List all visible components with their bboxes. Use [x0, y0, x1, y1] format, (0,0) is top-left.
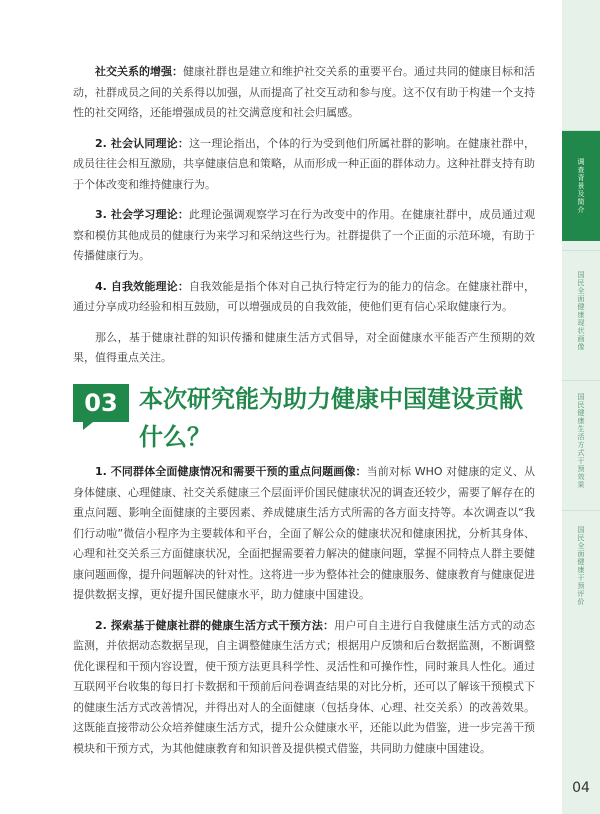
paragraph-intervention-method: [73, 616, 535, 760]
page-number: 04: [572, 780, 590, 796]
sidebar-tab-evaluation[interactable]: [562, 510, 600, 621]
paragraph-conclusion: [73, 328, 535, 369]
paragraph-body: 这一理论指出，个体的行为受到他们所属社群的影响。在健康社群中，成员往往会相互激励，共享健康信息和策略，从而形成一种正面的群体动力。这种社群支持有助于个体改变和维持健康行为。: [73, 136, 535, 191]
chapter-sidebar: [562, 0, 600, 814]
paragraph-social-relations: [73, 62, 535, 124]
sidebar-tab-label: 国民全面健康现状画像: [577, 271, 585, 351]
paragraph-self-efficacy: [73, 277, 535, 318]
paragraph-heading: 2. 社会认同理论：: [95, 136, 189, 150]
paragraph-body: 此理论强调观察学习在行为改变中的作用。在健康社群中，成员通过观察和模仿其他成员的健康行为来学习和采纳这些行为。社群提供了一个正面的示范环境，有助于传播健康行为。: [73, 208, 535, 262]
section-number-badge: 03: [73, 384, 129, 422]
sidebar-tab-label: 调查背景及简介: [577, 158, 585, 214]
paragraph-heading: 2. 探索基于健康社群的健康生活方式干预方法：: [95, 618, 335, 632]
paragraph-body: 那么，基于健康社群的知识传播和健康生活方式倡导，对全面健康水平能否产生预期的效果，值得重点关注。: [73, 330, 535, 364]
paragraph-health-portrait: [73, 462, 535, 606]
paragraph-social-learning: [73, 205, 535, 267]
paragraph-body: 当前对标 WHO 对健康的定义、从身体健康、心理健康、社交关系健康三个层面评价国民健康状况的调查还较少，需要了解存在的重点问题、影响全面健康的主要因素、养成健康生活方式所需的各方面支持等。本次调查以“我们行动啦”微信小程序为主要载体和平台，全面了解公众的健康状况和健康困扰，分析其身体、心理和社交关系三方面健康状况，全面把握需要着力解决的健康问题，掌握不同特点人群主要健康问题画像，提升问题解决的针对性。这将进一步为整体社会的健康服务、健康教育与健康促进提供数据支撑，更好提升国民健康水平，助力健康中国建设。: [73, 465, 535, 601]
section-heading: [73, 380, 543, 456]
sidebar-tab-label: 国民全面健康干预评价: [577, 526, 585, 606]
sidebar-tab-intervention-effect[interactable]: [562, 380, 600, 501]
sidebar-tab-health-portrait[interactable]: [562, 250, 600, 371]
lower-text-block: [73, 462, 535, 769]
sidebar-tab-label: 国民健康生活方式干预效果: [577, 393, 585, 489]
paragraph-heading: 社交关系的增强：: [95, 65, 183, 78]
paragraph-heading: 1. 不同群体全面健康情况和需要干预的重点问题画像：: [95, 465, 367, 478]
paragraph-body: 用户可自主进行自我健康生活方式的动态监测，并依据动态数据呈现，自主调整健康生活方式；根据用户反馈和后台数据监测，不断调整优化课程和干预内容设置，使干预方法更具科学性、灵活性和可操作性，同时兼具人性化。通过互联网平台收集的每日打卡数据和干预前后问卷调查结果的对比分析，还可以了解该干预模式下的健康生活方式改善情况，并得出对人的全面健康（包括身体、心理、社交关系）的改善效果。这既能直接带动公众培养健康生活方式，提升公众健康水平，还能以此为借鉴，进一步完善干预模块和干预方式，为其他健康教育和知识普及提供模式借鉴，共同助力健康中国建设。: [73, 618, 536, 755]
sidebar-tab-background[interactable]: [562, 130, 600, 241]
paragraph-body: 健康社群也是建立和维护社交关系的重要平台。通过共同的健康目标和活动，社群成员之间的关系得以加强，从而提高了社交互动和参与度。这不仅有助于构建一个支持性的社交网络，还能增强成员的社交满意度和社会归属感。: [73, 65, 535, 119]
paragraph-body: 自我效能是指个体对自己执行特定行为的能力的信念。在健康社群中，通过分享成功经验和相互鼓励，可以增强成员的自我效能，使他们更有信心采取健康行为。: [73, 279, 535, 313]
paragraph-heading: 3. 社会学习理论：: [95, 208, 189, 221]
paragraph-heading: 4. 自我效能理论：: [95, 279, 189, 293]
section-title: 本次研究能为助力健康中国建设贡献什么？: [139, 385, 523, 451]
upper-text-block: [73, 62, 535, 379]
paragraph-social-identity: [73, 134, 535, 196]
